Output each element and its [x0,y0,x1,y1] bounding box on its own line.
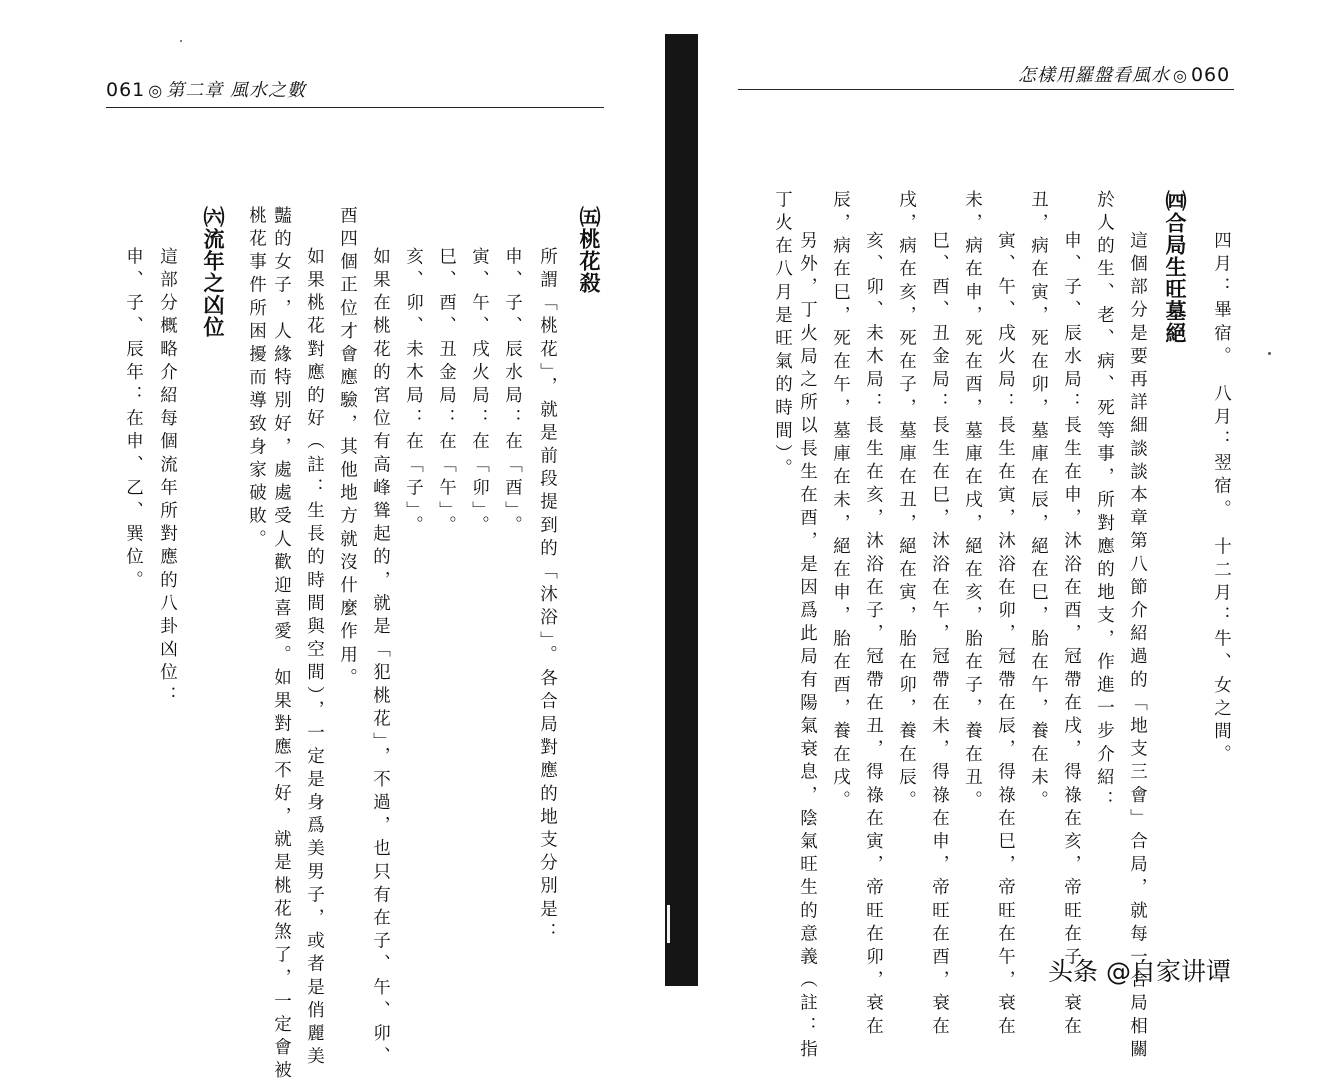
body-column: 這部分概略介紹每個流年所對應的八卦凶位： [157,247,178,709]
body-column: 丁火在八月是旺氣的時間）。 [772,190,793,482]
section-heading-combination: ㈣合局生旺墓絕 [1163,190,1187,344]
right-header-rule [738,89,1234,90]
body-column: 如果在桃花的宮位有高峰聳起的，就是「犯桃花」，不過，也只有在子、午、卯、 [370,247,391,1070]
body-column: 申、子、辰水局：長生在申，沐浴在酉，冠帶在戌，得祿在亥，帝旺在子，衰在 [1061,231,1082,1040]
body-column: 寅、午、戌火局：在「卯」。 [469,247,490,539]
right-page-number: 060 [1190,64,1231,86]
body-column: 另外，丁火局之所以長生在酉，是因爲此局有陽氣衰息，陰氣旺生的意義（註：指 [797,231,818,1063]
body-column: 這個部分是要再詳細談談本章第八節介紹過的「地支三會」合局，就每一合局相關 [1127,231,1148,1063]
scan-speck [1268,352,1271,355]
body-column: 豔的女子，人緣特別好，處處受人歡迎喜愛。如果對應不好，就是桃花煞了，一定會被 [271,206,292,1084]
body-column: 巳、酉、丑金局：長生在巳，沐浴在午，冠帶在未，得祿在申，帝旺在酉，衰在 [929,231,950,1040]
left-head-ornament-icon: ◎ [148,81,164,100]
section-heading-annual-danger: ㈥流年之凶位 [201,206,225,338]
right-page [700,0,1320,1063]
left-page-number: 061 [106,79,146,101]
right-running-head [1018,61,1230,87]
body-column: 戌，病在亥，死在子，墓庫在丑，絕在寅，胎在卯，養在辰。 [896,190,917,814]
body-column: 申、子、辰水局：在「酉」。 [502,247,523,539]
body-column: 寅、午、戌火局：長生在寅，沐浴在卯，冠帶在辰，得祿在巳，帝旺在午，衰在 [995,231,1016,1040]
body-column: 申、子、辰年：在申、乙、巽位。 [123,247,144,594]
scan-speck [180,40,182,42]
body-column: 辰，病在巳，死在午，墓庫在未，絕在申，胎在酉，養在戌。 [830,190,851,814]
book-spine-shadow [665,34,698,986]
body-column: 亥、卯、未木局：在「子」。 [403,247,424,539]
left-header-rule [106,107,604,108]
body-column: 酉四個正位才會應驗，其他地方就沒什麼作用。 [337,206,358,692]
body-column: 未，病在申，死在酉，墓庫在戌，絕在亥，胎在子，養在丑。 [962,190,983,814]
left-running-head [106,76,306,102]
right-book-title: 怎樣用羅盤看風水 [1018,65,1170,86]
body-column: 丑，病在寅，死在卯，墓庫在辰，絕在巳，胎在午，養在未。 [1028,190,1049,814]
left-chapter-title: 第二章 風水之數 [166,80,306,101]
body-column: 於人的生、老、病、死等事，所對應的地支，作進一步介紹： [1094,190,1115,814]
body-column: 亥、卯、未木局：長生在亥，沐浴在子，冠帶在丑，得祿在寅，帝旺在卯，衰在 [863,231,884,1040]
body-column: 桃花事件所困擾而導致身家破敗。 [246,206,267,553]
body-column: 如果桃花對應的好（註：生長的時間與空間），一定是身爲美男子，或者是俏麗美 [304,247,325,1070]
body-column: 所謂「桃花」，就是前段提到的「沐浴」。各合局對應的地支分別是： [537,247,558,946]
right-head-ornament-icon: ◎ [1173,66,1188,85]
body-column: 四月：畢宿。 八月：翌宿。 十二月：牛、女之間。 [1211,231,1232,768]
spine-mark [667,905,670,943]
body-column: 巳、酉、丑金局：在「午」。 [436,247,457,539]
section-heading-peach-blossom: ㈤桃花殺 [577,206,601,294]
watermark-text: 头条 @自家讲谭 [1048,957,1231,986]
